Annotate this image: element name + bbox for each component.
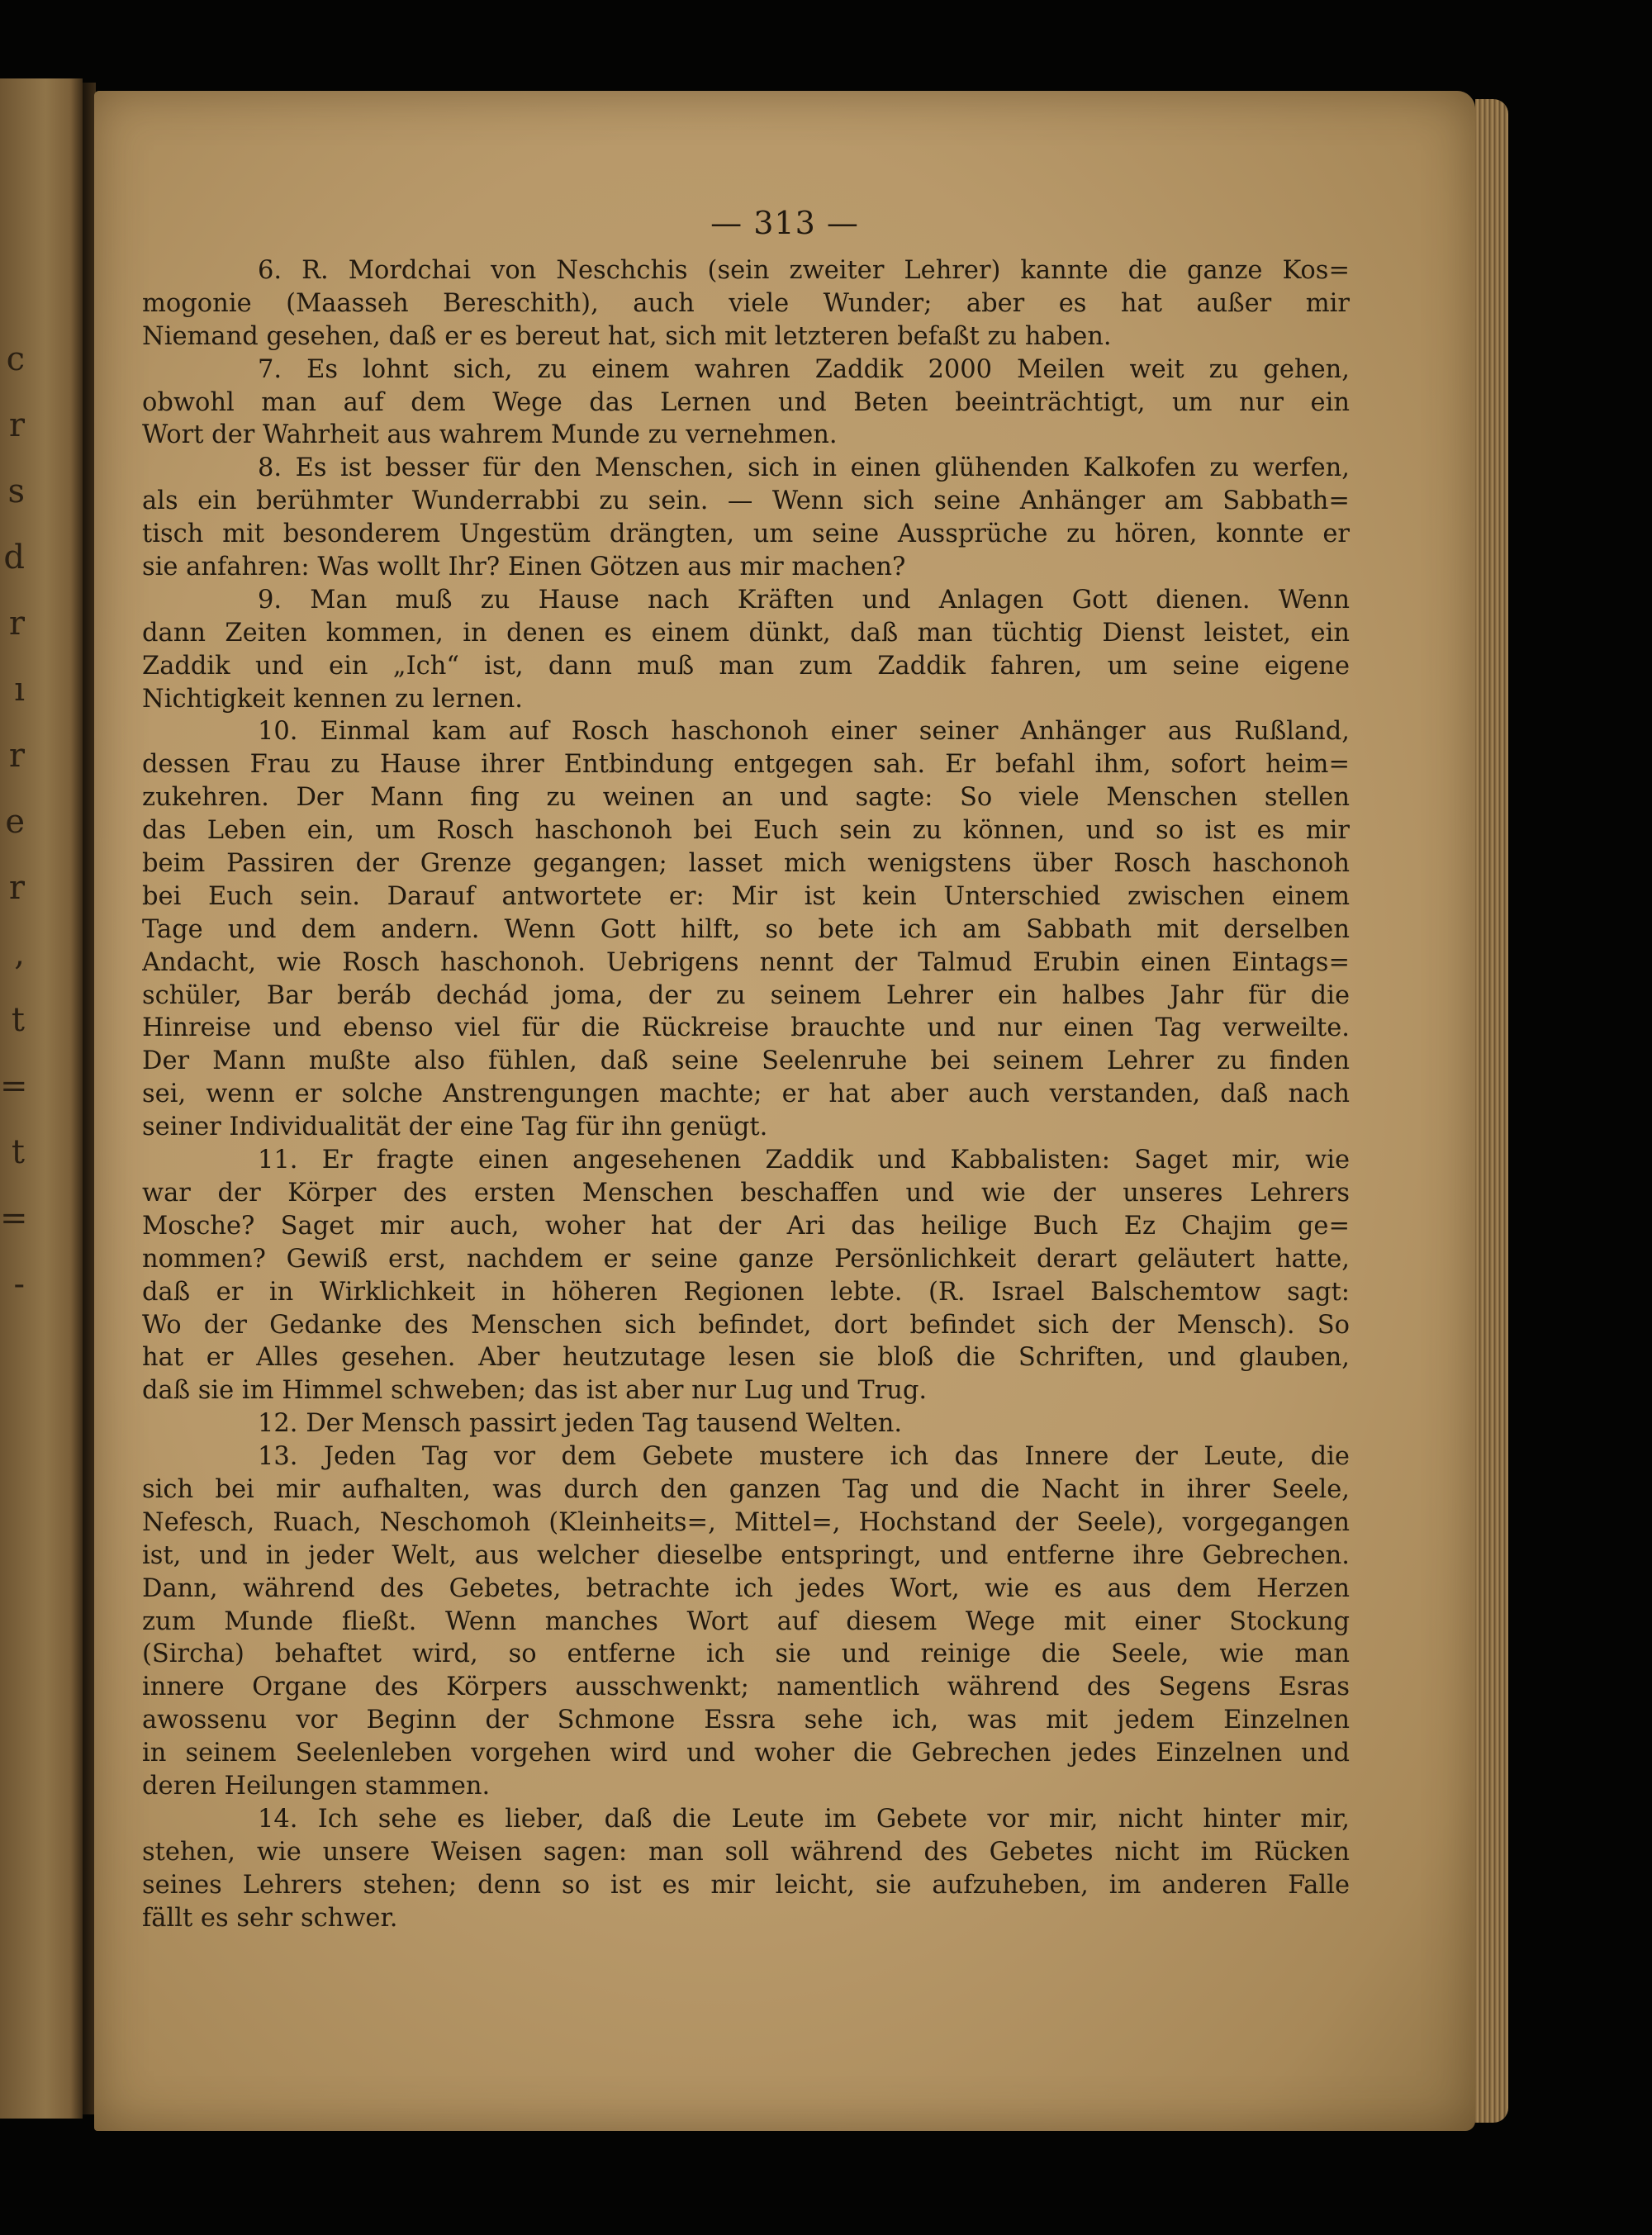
margin-char: =	[0, 1199, 28, 1237]
margin-char: r	[8, 869, 25, 907]
text-line: innere Organe des Körpers ausschwenkt; namentlich während des Segens Esras	[142, 1673, 1350, 1702]
text-line: bei Euch sein. Darauf antwortete er: Mir ist kein Unterschied zwischen einem	[142, 881, 1350, 911]
text-line: 11. Er fragte einen angesehenen Zaddik und Kabbalisten: Saget mir, wie	[258, 1146, 1350, 1175]
text-line: fällt es sehr schwer.	[142, 1903, 398, 1933]
margin-char: c	[6, 340, 25, 378]
text-line: 12. Der Mensch passirt jeden Tag tausend Welten.	[258, 1409, 903, 1439]
previous-page-margin-characters	[0, 326, 28, 1317]
text-line: hat er Alles gesehen. Aber heutzutage lesen sie bloß die Schriften, und glauben,	[142, 1343, 1350, 1373]
text-line: awossenu vor Beginn der Schmone Essra sehe ich, was mit jedem Einzelnen	[142, 1706, 1350, 1735]
text-line: deren Heilungen stammen.	[142, 1771, 491, 1801]
text-line: (Sircha) behaftet wird, so entferne ich sie und reinige die Seele, wie man	[142, 1639, 1350, 1669]
text-line: obwohl man auf dem Wege das Lernen und Beten beeinträchtigt, um nur ein	[142, 387, 1350, 417]
text-line: zukehren. Der Mann fing zu weinen an und sagte: So viele Menschen stellen	[142, 783, 1350, 813]
text-line: stehen, wie unsere Weisen sagen: man soll während des Gebetes nicht im Rücken	[142, 1837, 1350, 1867]
text-line: 14. Ich sehe es lieber, daß die Leute im Gebete vor mir, nicht hinter mir,	[258, 1804, 1350, 1834]
text-line: Tage und dem andern. Wenn Gott hilft, so bete ich am Sabbath mit derselben	[142, 914, 1350, 944]
margin-char: s	[7, 472, 25, 510]
margin-char: -	[13, 1265, 25, 1303]
margin-char: r	[8, 406, 25, 444]
text-line: zum Munde fließt. Wenn manches Wort auf diesem Wege mit einer Stockung	[142, 1606, 1350, 1636]
text-line: seiner Individualität der eine Tag für ihn genügt.	[142, 1113, 768, 1142]
text-line: 10. Einmal kam auf Rosch haschonoh einer seiner Anhänger aus Rußland,	[258, 717, 1350, 747]
text-line: 9. Man muß zu Hause nach Kräften und Anlagen Gott dienen. Wenn	[258, 585, 1350, 615]
margin-char: d	[3, 539, 25, 577]
text-line: 8. Es ist besser für den Menschen, sich in einen glühenden Kalkofen zu werfen,	[258, 453, 1350, 483]
text-line: 6. R. Mordchai von Neschchis (sein zweiter Lehrer) kannte die ganze Kos=	[258, 256, 1350, 285]
text-line: war der Körper des ersten Menschen beschaffen und wie der unseres Lehrers	[142, 1178, 1350, 1208]
text-line: schüler, Bar beráb dechád joma, der zu seinem Lehrer ein halbes Jahr für die	[142, 980, 1350, 1010]
text-line: Andacht, wie Rosch haschonoh. Uebrigens nennt der Talmud Erubin einen Eintags=	[142, 947, 1350, 977]
text-line: Hinreise und ebenso viel für die Rückreise brauchte und nur einen Tag verweilte.	[142, 1013, 1350, 1043]
text-line: daß sie im Himmel schweben; das ist aber nur Lug und Trug.	[142, 1376, 928, 1406]
text-line: Wort der Wahrheit aus wahrem Munde zu vernehmen.	[142, 420, 838, 450]
text-line: das Leben ein, um Rosch haschonoh bei Euch sein zu können, und so ist es mir	[142, 816, 1350, 846]
body-text	[142, 254, 1350, 1934]
text-line: als ein berühmter Wunderrabbi zu sein. — Wenn sich seine Anhänger am Sabbath=	[142, 486, 1350, 516]
text-line: daß er in Wirklichkeit in höheren Regionen lebte. (R. Israel Balschemtow sagt:	[142, 1277, 1350, 1307]
text-line: sie anfahren: Was wollt Ihr? Einen Götzen aus mir machen?	[142, 553, 906, 582]
margin-char: =	[0, 1067, 28, 1105]
text-line: sei, wenn er solche Anstrengungen machte; er hat aber auch verstanden, daß nach	[142, 1080, 1350, 1109]
text-line: sich bei mir aufhalten, was durch den ganzen Tag und die Nacht in ihrer Seele,	[142, 1474, 1350, 1504]
page-stack-edge	[1475, 99, 1508, 2123]
text-line: dessen Frau zu Hause ihrer Entbindung entgegen sah. Er befahl ihm, sofort heim=	[142, 750, 1350, 780]
text-line: ist, und in jeder Welt, aus welcher dieselbe entspringt, und entferne ihre Gebrechen.	[142, 1540, 1350, 1570]
text-line: Der Mann mußte also fühlen, daß seine Seelenruhe bei seinem Lehrer zu finden	[142, 1046, 1350, 1076]
text-line: in seinem Seelenleben vorgehen wird und woher die Gebrechen jedes Einzelnen und	[142, 1739, 1350, 1768]
text-line: Wo der Gedanke des Menschen sich befindet, dort befindet sich der Mensch). So	[142, 1310, 1350, 1340]
text-line: tisch mit besonderem Ungestüm drängten, um seine Aussprüche zu hören, konnte er	[142, 520, 1350, 549]
text-line: mogonie (Maasseh Bereschith), auch viele Wunder; aber es hat außer mir	[142, 288, 1350, 318]
margin-char: ı	[14, 671, 25, 709]
text-line: 7. Es lohnt sich, zu einem wahren Zaddik 2000 Meilen weit zu gehen,	[258, 354, 1350, 384]
margin-char: ,	[14, 935, 25, 973]
text-line: nommen? Gewiß erst, nachdem er seine ganze Persönlichkeit derart geläutert hatte,	[142, 1244, 1350, 1274]
page-number: — 313 —	[710, 205, 859, 241]
text-line: Niemand gesehen, daß er es bereut hat, sich mit letzteren befaßt zu haben.	[142, 321, 1112, 351]
text-line: beim Passiren der Grenze gegangen; lasset mich wenigstens über Rosch haschonoh	[142, 849, 1350, 879]
book-page	[94, 91, 1475, 2131]
text-line: 13. Jeden Tag vor dem Gebete mustere ich das Innere der Leute, die	[258, 1442, 1350, 1472]
margin-char: r	[8, 605, 25, 643]
text-line: Mosche? Saget mir auch, woher hat der Ari das heilige Buch Ez Chajim ge=	[142, 1211, 1350, 1241]
margin-char: t	[11, 1001, 25, 1039]
text-line: Nefesch, Ruach, Neschomoh (Kleinheits=, Mittel=, Hochstand der Seele), vorgegangen	[142, 1507, 1350, 1537]
text-line: Zaddik und ein „Ich“ ist, dann muß man zum Zaddik fahren, um seine eigene	[142, 651, 1350, 681]
text-line: seines Lehrers stehen; denn so ist es mir leicht, sie aufzuheben, im anderen Falle	[142, 1870, 1350, 1900]
margin-char: r	[8, 737, 25, 775]
margin-char: e	[5, 803, 25, 841]
text-line: Nichtigkeit kennen zu lernen.	[142, 684, 523, 714]
previous-page-edge	[0, 78, 83, 2119]
text-line: dann Zeiten kommen, in denen es einem dünkt, daß man tüchtig Dienst leistet, ein	[142, 618, 1350, 648]
margin-char: t	[11, 1133, 25, 1171]
text-line: Dann, während des Gebetes, betrachte ich jedes Wort, wie es aus dem Herzen	[142, 1573, 1350, 1603]
